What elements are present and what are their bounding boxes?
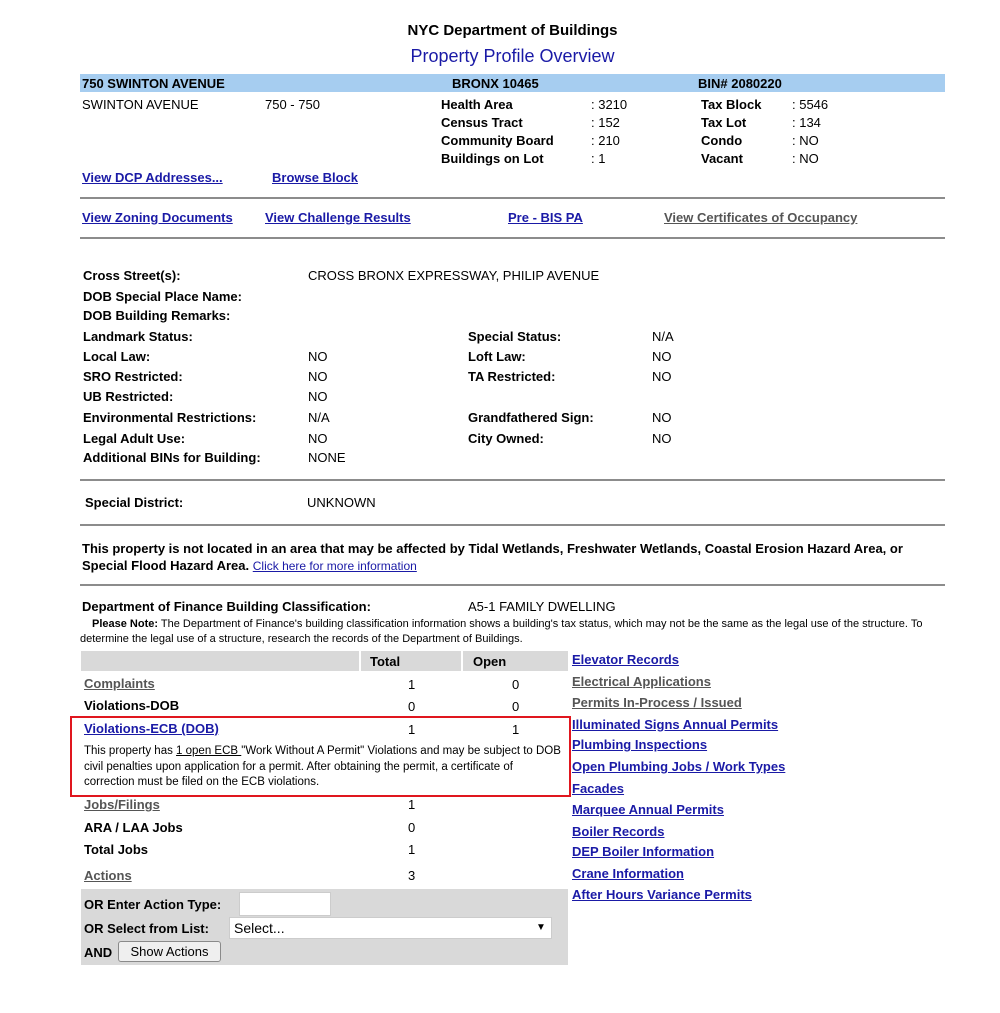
violations-ecb-open: 1 xyxy=(512,722,520,737)
total-jobs-label: Total Jobs xyxy=(84,842,149,857)
health-area-label: Health Area xyxy=(441,97,513,112)
boiler-records-link[interactable]: Boiler Records xyxy=(572,824,665,839)
crane-information-link[interactable]: Crane Information xyxy=(572,866,684,881)
complaints-total: 1 xyxy=(408,677,416,692)
borough-zip: BRONX 10465 xyxy=(452,76,539,91)
environmental-value: N/A xyxy=(308,410,330,425)
divider xyxy=(80,584,945,586)
ta-restricted-value: NO xyxy=(652,369,672,384)
action-select[interactable] xyxy=(229,917,552,939)
census-tract-value: : 152 xyxy=(591,115,620,130)
browse-block-link[interactable]: Browse Block xyxy=(272,170,358,185)
street-name: SWINTON AVENUE xyxy=(82,97,199,112)
illuminated-signs-link[interactable]: Illuminated Signs Annual Permits xyxy=(572,717,779,732)
special-status-value: N/A xyxy=(652,329,674,344)
special-district-value: UNKNOWN xyxy=(307,495,376,510)
violations-dob-label: Violations-DOB xyxy=(84,698,180,713)
condo-value: : NO xyxy=(792,133,819,148)
ecb-note xyxy=(84,744,566,791)
marquee-permits-link[interactable]: Marquee Annual Permits xyxy=(572,802,724,817)
loft-law-value: NO xyxy=(652,349,672,364)
complaints-link[interactable]: Complaints xyxy=(84,676,155,691)
finance-classification-value: A5-1 FAMILY DWELLING xyxy=(468,599,616,614)
select-value: Select... xyxy=(234,920,285,936)
local-law-value: NO xyxy=(308,349,328,364)
divider xyxy=(80,237,945,239)
column-divider xyxy=(461,651,463,671)
bin-number: BIN# 2080220 xyxy=(698,76,782,91)
special-status-label: Special Status: xyxy=(468,329,562,344)
buildings-on-lot-label: Buildings on Lot xyxy=(441,151,544,166)
page-title: Property Profile Overview xyxy=(410,46,615,66)
sro-restricted-label: SRO Restricted: xyxy=(83,369,183,384)
legal-adult-use-label: Legal Adult Use: xyxy=(83,431,186,446)
ara-laa-jobs-total: 0 xyxy=(408,820,416,835)
note-text: The Department of Finance's building classification information shows a building's tax status, which may not be the same as the legal use of the structure. To determine the legal use of a structure, research the records of the Department of Buildings. xyxy=(80,618,923,645)
additional-bins-value: NONE xyxy=(308,450,346,465)
divider xyxy=(80,524,945,526)
violations-ecb-total: 1 xyxy=(408,722,416,737)
environmental-label: Environmental Restrictions: xyxy=(83,410,257,425)
local-law-label: Local Law: xyxy=(83,349,151,364)
health-area-value: : 3210 xyxy=(591,97,628,112)
action-type-input[interactable] xyxy=(239,892,331,916)
chevron-down-icon: ▼ xyxy=(536,922,546,933)
violations-ecb-link[interactable]: Violations-ECB (DOB) xyxy=(84,721,219,736)
ta-restricted-label: TA Restricted: xyxy=(468,369,556,384)
city-owned-value: NO xyxy=(652,431,672,446)
action-type-label: OR Enter Action Type: xyxy=(84,897,222,912)
actions-link[interactable]: Actions xyxy=(84,868,132,883)
ub-restricted-label: UB Restricted: xyxy=(83,389,174,404)
electrical-applications-link[interactable]: Electrical Applications xyxy=(572,674,711,689)
column-divider xyxy=(359,651,361,671)
city-owned-label: City Owned: xyxy=(468,431,544,446)
ecb-note-text: "Work Without A Permit" Violations and may be subject to DOB civil penalties upon application for a permit. After obtaining the permit, a certificate of correction must be filed on the ECB violations. xyxy=(84,745,561,788)
divider xyxy=(80,479,945,481)
loft-law-label: Loft Law: xyxy=(468,349,526,364)
special-district-label: Special District: xyxy=(85,495,184,510)
wetlands-info-link[interactable]: Click here for more information xyxy=(252,559,417,573)
jobs-filings-total: 1 xyxy=(408,797,416,812)
actions-total: 3 xyxy=(408,868,416,883)
note-label: Please Note: xyxy=(92,618,159,630)
open-plumbing-jobs-link[interactable]: Open Plumbing Jobs / Work Types xyxy=(572,759,786,774)
additional-bins-label: Additional BINs for Building: xyxy=(83,450,261,465)
ara-laa-jobs-label: ARA / LAA Jobs xyxy=(84,820,183,835)
col-total-header: Total xyxy=(370,654,401,669)
legal-adult-use-value: NO xyxy=(308,431,328,446)
cross-street-value: CROSS BRONX EXPRESSWAY, PHILIP AVENUE xyxy=(308,268,600,283)
finance-classification-label: Department of Finance Building Classification: xyxy=(82,599,371,614)
elevator-records-link[interactable]: Elevator Records xyxy=(572,652,679,667)
buildings-on-lot-value: : 1 xyxy=(591,151,606,166)
cross-street-label: Cross Street(s): xyxy=(83,268,181,283)
view-dcp-addresses-link[interactable]: View DCP Addresses... xyxy=(82,170,223,185)
dep-boiler-link[interactable]: DEP Boiler Information xyxy=(572,844,715,859)
permits-in-process-link[interactable]: Permits In-Process / Issued xyxy=(572,695,742,710)
special-place-label: DOB Special Place Name: xyxy=(83,289,242,304)
pre-bis-pa-link[interactable]: Pre - BIS PA xyxy=(508,210,583,225)
tax-block-label: Tax Block xyxy=(701,97,762,112)
landmark-status-label: Landmark Status: xyxy=(83,329,193,344)
sro-restricted-value: NO xyxy=(308,369,328,384)
jobs-filings-link[interactable]: Jobs/Filings xyxy=(84,797,160,812)
census-tract-label: Census Tract xyxy=(441,115,523,130)
community-board-label: Community Board xyxy=(441,133,554,148)
col-open-header: Open xyxy=(473,654,507,669)
divider xyxy=(80,197,945,199)
show-actions-button[interactable]: Show Actions xyxy=(118,941,221,962)
address: 750 SWINTON AVENUE xyxy=(82,76,225,91)
house-range: 750 - 750 xyxy=(265,97,320,112)
vacant-label: Vacant xyxy=(701,151,743,166)
ecb-note-text: This property has xyxy=(84,745,177,757)
tax-lot-value: : 134 xyxy=(792,115,821,130)
org-name: NYC Department of Buildings xyxy=(407,22,618,39)
condo-label: Condo xyxy=(701,133,743,148)
facades-link[interactable]: Facades xyxy=(572,781,625,796)
tax-block-value: : 5546 xyxy=(792,97,829,112)
vacant-value: : NO xyxy=(792,151,819,166)
view-certificates-link[interactable]: View Certificates of Occupancy xyxy=(664,210,858,225)
community-board-value: : 210 xyxy=(591,133,620,148)
grandfathered-sign-label: Grandfathered Sign: xyxy=(468,410,594,425)
ub-restricted-value: NO xyxy=(308,389,328,404)
wetlands-notice xyxy=(82,540,942,575)
plumbing-inspections-link[interactable]: Plumbing Inspections xyxy=(572,737,708,752)
finance-note xyxy=(80,617,950,647)
wetlands-text: This property is not located in an area that may be affected by Tidal Wetlands, Freshwater Wetlands, Coastal Erosion Hazard Area, or Special Flood Hazard Area. xyxy=(82,541,903,573)
grandfathered-sign-value: NO xyxy=(652,410,672,425)
view-zoning-documents-link[interactable]: View Zoning Documents xyxy=(82,210,233,225)
tax-lot-label: Tax Lot xyxy=(701,115,747,130)
after-hours-variance-link[interactable]: After Hours Variance Permits xyxy=(572,887,752,902)
total-jobs-value: 1 xyxy=(408,842,416,857)
select-list-label: OR Select from List: xyxy=(84,921,209,936)
building-remarks-label: DOB Building Remarks: xyxy=(83,308,231,323)
and-label: AND xyxy=(84,945,113,960)
violations-dob-total: 0 xyxy=(408,699,416,714)
complaints-open: 0 xyxy=(512,677,520,692)
view-challenge-results-link[interactable]: View Challenge Results xyxy=(265,210,411,225)
open-ecb-link[interactable]: 1 open ECB xyxy=(176,745,242,757)
violations-dob-open: 0 xyxy=(512,699,520,714)
